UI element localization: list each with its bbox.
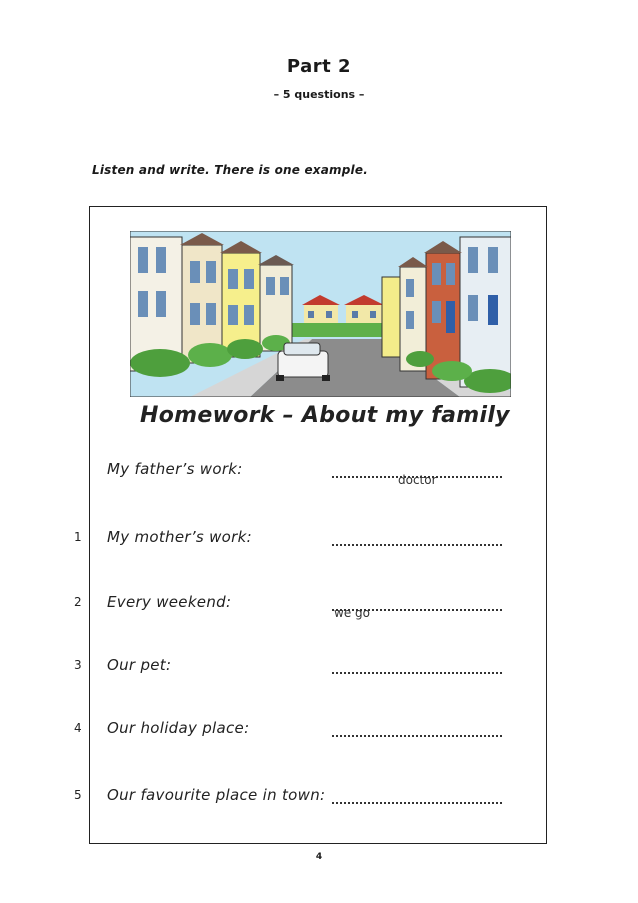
answer-line[interactable] [332, 800, 502, 804]
question-number: 2 [74, 595, 82, 609]
row-label: Every weekend: [107, 593, 232, 611]
instruction-text: Listen and write. There is one example. [92, 163, 368, 177]
row-label: Our favourite place in town: [107, 786, 326, 804]
question-count: – 5 questions – [273, 88, 365, 101]
street-illustration [130, 231, 511, 397]
form-row [0, 713, 638, 743]
answer-line[interactable] [332, 542, 502, 546]
row-label: Our pet: [107, 656, 172, 674]
question-number: 1 [74, 530, 82, 544]
page-number: 4 [315, 852, 323, 862]
answer-line[interactable] [332, 733, 502, 737]
part-title: Part 2 [286, 56, 352, 77]
answer-line[interactable] [332, 473, 502, 487]
form-row [0, 650, 638, 680]
row-label: Our holiday place: [107, 719, 250, 737]
answer-line[interactable] [332, 606, 502, 620]
form-row [0, 454, 638, 487]
question-number: 5 [74, 788, 82, 802]
form-row [0, 780, 638, 810]
answer-line[interactable] [332, 670, 502, 674]
form-heading: Homework – About my family [140, 403, 510, 428]
question-number: 4 [74, 721, 82, 735]
row-label: My father’s work: [107, 460, 243, 478]
form-row [0, 522, 638, 552]
handwritten-answer: doctor [398, 473, 437, 487]
handwritten-answer: we go [334, 606, 370, 620]
row-label: My mother’s work: [107, 528, 252, 546]
question-number: 3 [74, 658, 82, 672]
form-row [0, 587, 638, 620]
